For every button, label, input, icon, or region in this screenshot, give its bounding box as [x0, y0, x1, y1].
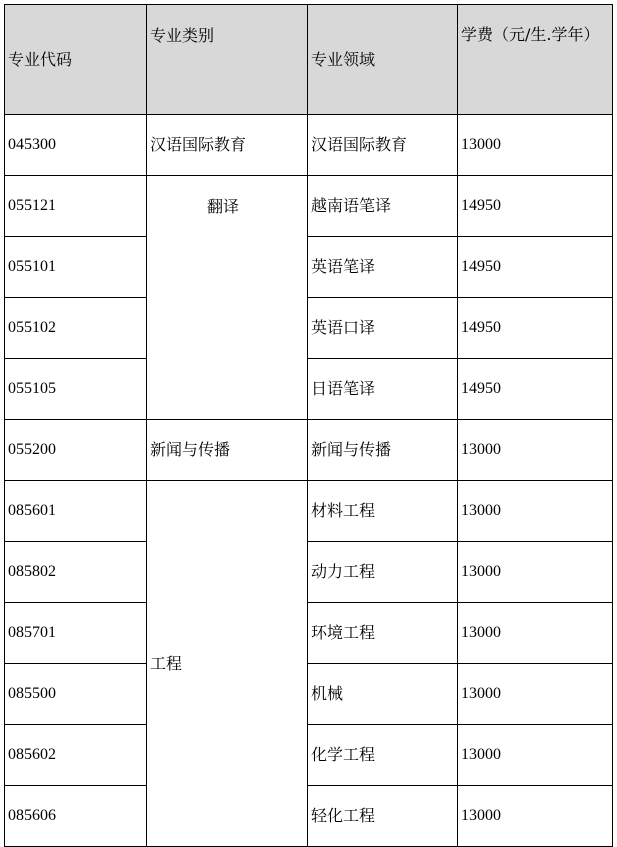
- table-row: [5, 115, 613, 176]
- field-cell: 越南语笔译: [308, 176, 458, 237]
- table-row: [5, 298, 613, 359]
- table-row: [5, 542, 613, 603]
- header-code: 专业代码: [5, 5, 147, 115]
- field-cell: 日语笔译: [308, 359, 458, 420]
- code-cell: 085602: [5, 725, 147, 786]
- fee-cell: 13000: [458, 664, 613, 725]
- code-cell: 085601: [5, 481, 147, 542]
- fee-cell: 14950: [458, 176, 613, 237]
- fee-cell: 13000: [458, 542, 613, 603]
- field-cell: 英语口译: [308, 298, 458, 359]
- table-row: [5, 664, 613, 725]
- fee-cell: 13000: [458, 725, 613, 786]
- code-cell: 055200: [5, 420, 147, 481]
- table-row: [5, 481, 613, 542]
- table-row: [5, 420, 613, 481]
- field-cell: 动力工程: [308, 542, 458, 603]
- category-cell: 汉语国际教育: [147, 115, 308, 176]
- header-fee: 学费（元/生.学年）: [458, 5, 613, 115]
- code-cell: 055102: [5, 298, 147, 359]
- field-cell: 汉语国际教育: [308, 115, 458, 176]
- code-cell: 085500: [5, 664, 147, 725]
- header-category: 专业类别: [147, 5, 308, 115]
- fee-cell: 13000: [458, 420, 613, 481]
- code-cell: 085802: [5, 542, 147, 603]
- code-cell: 055105: [5, 359, 147, 420]
- code-cell: 085701: [5, 603, 147, 664]
- field-cell: 环境工程: [308, 603, 458, 664]
- field-cell: 材料工程: [308, 481, 458, 542]
- fee-cell: 13000: [458, 115, 613, 176]
- fee-cell: 14950: [458, 359, 613, 420]
- category-cell: 工程: [147, 481, 308, 847]
- field-cell: 英语笔译: [308, 237, 458, 298]
- header-row: [5, 5, 613, 115]
- fee-cell: 13000: [458, 603, 613, 664]
- fee-cell: 13000: [458, 481, 613, 542]
- table-row: [5, 786, 613, 847]
- table-row: [5, 237, 613, 298]
- fee-cell: 13000: [458, 786, 613, 847]
- code-cell: 055121: [5, 176, 147, 237]
- table-row: [5, 725, 613, 786]
- header-field: 专业领域: [308, 5, 458, 115]
- fee-cell: 14950: [458, 298, 613, 359]
- fee-cell: 14950: [458, 237, 613, 298]
- code-cell: 055101: [5, 237, 147, 298]
- code-cell: 045300: [5, 115, 147, 176]
- field-cell: 机械: [308, 664, 458, 725]
- field-cell: 轻化工程: [308, 786, 458, 847]
- category-cell: 翻译: [147, 176, 308, 420]
- table-row: [5, 359, 613, 420]
- code-cell: 085606: [5, 786, 147, 847]
- tuition-fee-table: [4, 4, 613, 847]
- field-cell: 化学工程: [308, 725, 458, 786]
- category-cell: 新闻与传播: [147, 420, 308, 481]
- field-cell: 新闻与传播: [308, 420, 458, 481]
- table-row: [5, 603, 613, 664]
- table-row: [5, 176, 613, 237]
